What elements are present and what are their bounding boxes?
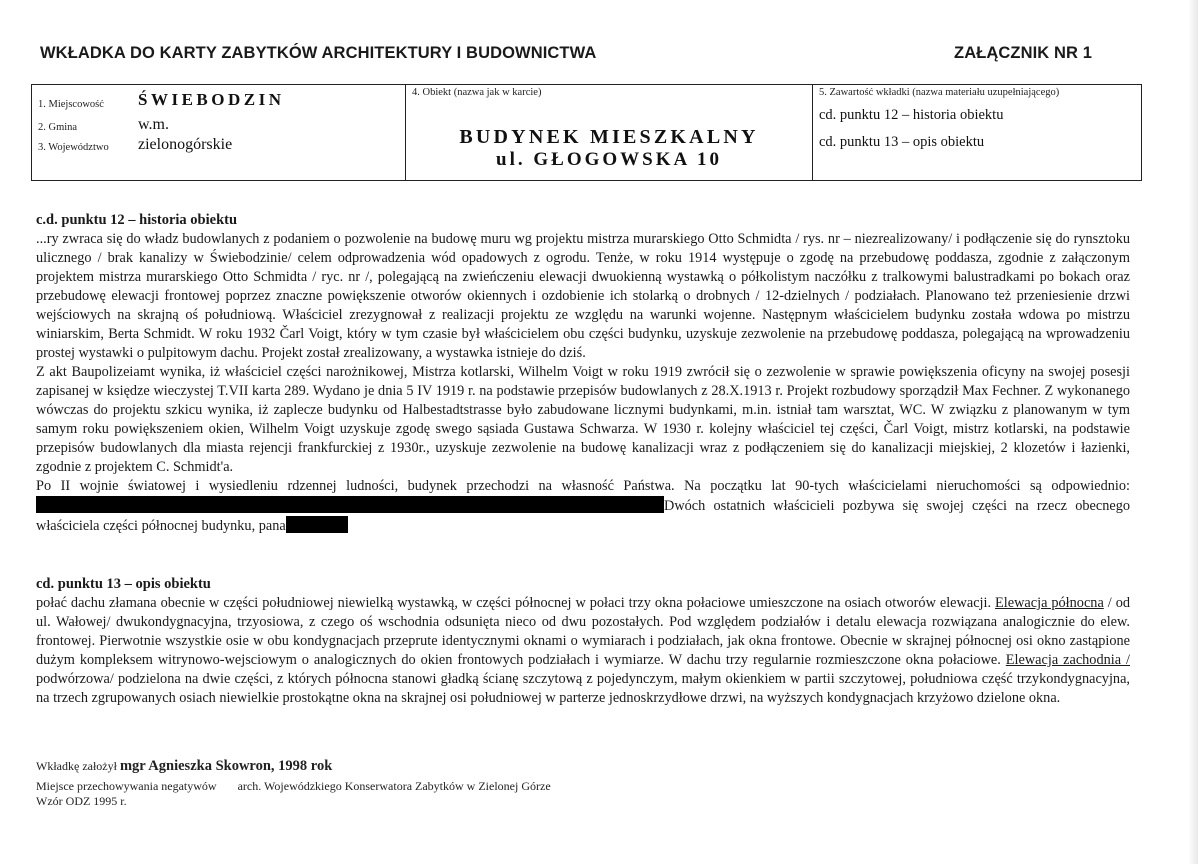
gmina-label: 2. Gmina	[38, 122, 78, 133]
section-12-paragraph-1: ...ry zwraca się do władz budowlanych z podaniem o pozwolenie na budowę muru wg projektu mistrza murarskiego Otto Schmidta / rys. nr – niezrealizowany/ i podłączenie się do rynsztoku ulicznego / brak kanalizy w Świebodzinie/ celem odprowadzenia wód opadowych z ogrodu. Tenże, w roku 1914 występuje o zgodę na przebudowę poddasza, zgodnie z załączonym projektem mistrza murarskiego Otto Schmidta / ryc. nr /, polegającą na zwieńczeniu elewacji dwuokienną wystawką o półkolistym naczółku z tralkowymi balustradkami po bokach oraz przebudowę elewacji frontowej poprzez znaczne powiększenie otworów okiennych i ozdobienie ich stolarką o drobnych / 12-dzielnych / podziałach. Planowano też przeniesienie drzwi wejściowych na skrajną oś południową. Właściciel zrezygnował z realizacji projektu ze względu na warunki wojenne. Następnym właścicielem budynku została wdowa po mistrzu winiarskim, Berta Schmidt. W roku 1932 Čarl Voigt, który w tym czasie był właścicielem obu części budynku, uzyskuje zezwolenie na przebudowę poddasza, polegającą na wprowadzeniu prostej wystawki o pulpitowym dachu. Projekt został zrealizowany, a wystawka istnieje do dziś.	[36, 231, 1130, 361]
author-line	[36, 758, 332, 775]
location-cell	[32, 85, 406, 180]
gmina-row	[38, 116, 169, 133]
paragraph-3-end: Dwóch ostatnich właścicieli pozbywa się swojej części na rzecz obecnego właściciela części północnej budynku, pana	[36, 498, 1130, 534]
storage-value: arch. Wojewódzkiego Konserwatora Zabytków w Zielonej Górze	[237, 779, 551, 793]
content-item-1: cd. punktu 12 – historia obiektu	[819, 107, 1004, 123]
document-title: WKŁADKA DO KARTY ZABYTKÓW ARCHITEKTURY I BUDOWNICTWA	[40, 44, 597, 62]
roof-text: połać dachu złamana obecnie w części południowej niewielką wystawką, w części północnej w połaci trzy okna połaciowe umieszczone na osiach otworów elewacji.	[36, 595, 996, 611]
content-item-2: cd. punktu 13 – opis obiektu	[819, 134, 985, 150]
content-cell	[813, 85, 1141, 180]
object-caption: 4. Obiekt (nazwa jak w karcie)	[412, 87, 542, 98]
content-caption: 5. Zawartość wkładki (nazwa materiału uzupełniającego)	[819, 87, 1060, 98]
section-12-paragraph-2: Z akt Baupolizeiamt wynika, iż właściciel części narożnikowej, Mistrza kotlarski, Wilhelm Voigt w roku 1919 zwrócił się o zezwolenie w sprawie powiększenia oficyny na swojej posesji zapisanej w księdze wieczystej T.VII karta 289. Wydano je dnia 5 IV 1919 r. na podstawie przepisów budowlanych z 28.X.1913 r. Projekt rozbudowy sporządził Max Fechner. Z wykonanego wówczas do projektu szkicu wynika, iż zaplecze budynku od Halbestadtstrasse było zabudowane licznymi budynkami, m.in. istniał tam warsztat, WC. W związku z planowanym w tym samym roku powiększeniem okien, Wilhelm Voigt uzyskuje zgodę swego sąsiada Gustawa Schwarza. W 1930 r. kolejny właściciel tej części, Čarl Voigt, mistrz kotlarski, na podstawie przepisów budowlanych dla miasta rejencji frankfurckiej z 1930r., uzyskuje zezwolenie na budowę kanalizacji wraz z podłączeniem się do kanalizacji miejskiej, 2 klozetów i łazienki, zgodnie z projektem C. Schmidt'a.	[36, 364, 1130, 475]
location-value: ŚWIEBODZIN	[138, 90, 285, 109]
section-13-paragraph	[36, 594, 1130, 708]
west-elevation-text: podwórzowa/ podzielona na dwie części, z których północna stanowi gładką ścianę szczytową z pojedynczym, małym okienkiem w partii szczytowej, południowa część trzykondygnacyjna, na trzech zgrupowanych osiach niewielkie prostokątne okna na skrajnej osi południowej w parterze jednoskrzydłowe drzwi, na wyższych kondygnacjach krzyżowo dzielone okna.	[36, 671, 1130, 706]
object-cell	[406, 85, 813, 180]
location-row	[38, 90, 285, 110]
template-version: Wzór ODZ 1995 r.	[36, 794, 127, 808]
location-label: 1. Miejscowość	[38, 99, 104, 110]
west-elevation-label: Elewacja zachodnia /	[1005, 652, 1130, 668]
north-elevation-text: / od ul. Wałowej/ dwukondygnacyjna, trzyosiowa, z czego oś wschodnia odsunięta nieco od dwu pozostałych. Pod względem podziałów i detalu elewacja rozwiązana analogicznie do elew. frontowej. Pierwotnie wszystkie osie w obu kondygnacjach przeprute identycznymi oknami o wymiarach i podziałach, jak okna frontowe. Obecnie w skrajnej północnej osi okno zastąpione dużym kompleksem witrynowo-wejsciowym o analogicznych do okien frontowych podziałach i wymiarze. W dachu trzy regularnie rozmieszczone okna połaciowe.	[36, 595, 1131, 668]
object-address: ul. GŁOGOWSKA 10	[496, 149, 722, 170]
scan-edge-shadow	[1188, 0, 1198, 864]
paragraph-3-start: Po II wojnie światowej i wysiedleniu rdzennej ludności, budynek przechodzi na własność Państwa. Na początku lat 90-tych właścicielami nieruchomości są odpowiednio:	[36, 478, 1130, 494]
author-value: mgr Agnieszka Skowron, 1998 rok	[119, 758, 333, 774]
voivodeship-value: zielonogórskie	[138, 136, 233, 153]
author-label: Wkładkę założył	[36, 759, 117, 773]
section-12	[36, 211, 1130, 536]
redaction-bar	[36, 496, 664, 513]
metadata-table	[31, 84, 1142, 181]
storage-line	[36, 779, 551, 794]
section-12-heading: c.d. punktu 12 – historia obiektu	[36, 212, 238, 228]
voivodeship-row	[38, 136, 233, 153]
section-13	[36, 575, 1130, 708]
voivodeship-label: 3. Województwo	[38, 142, 109, 153]
section-12-paragraph-3	[36, 477, 1130, 536]
gmina-value: w.m.	[138, 116, 169, 133]
north-elevation-label: Elewacja północna	[995, 595, 1104, 611]
storage-label: Miejsce przechowywania negatywów	[36, 779, 217, 793]
attachment-number: ZAŁĄCZNIK NR 1	[954, 44, 1092, 62]
section-13-heading: cd. punktu 13 – opis obiektu	[36, 576, 211, 592]
redaction-bar	[286, 516, 348, 533]
object-name: BUDYNEK MIESZKALNY	[459, 126, 759, 148]
